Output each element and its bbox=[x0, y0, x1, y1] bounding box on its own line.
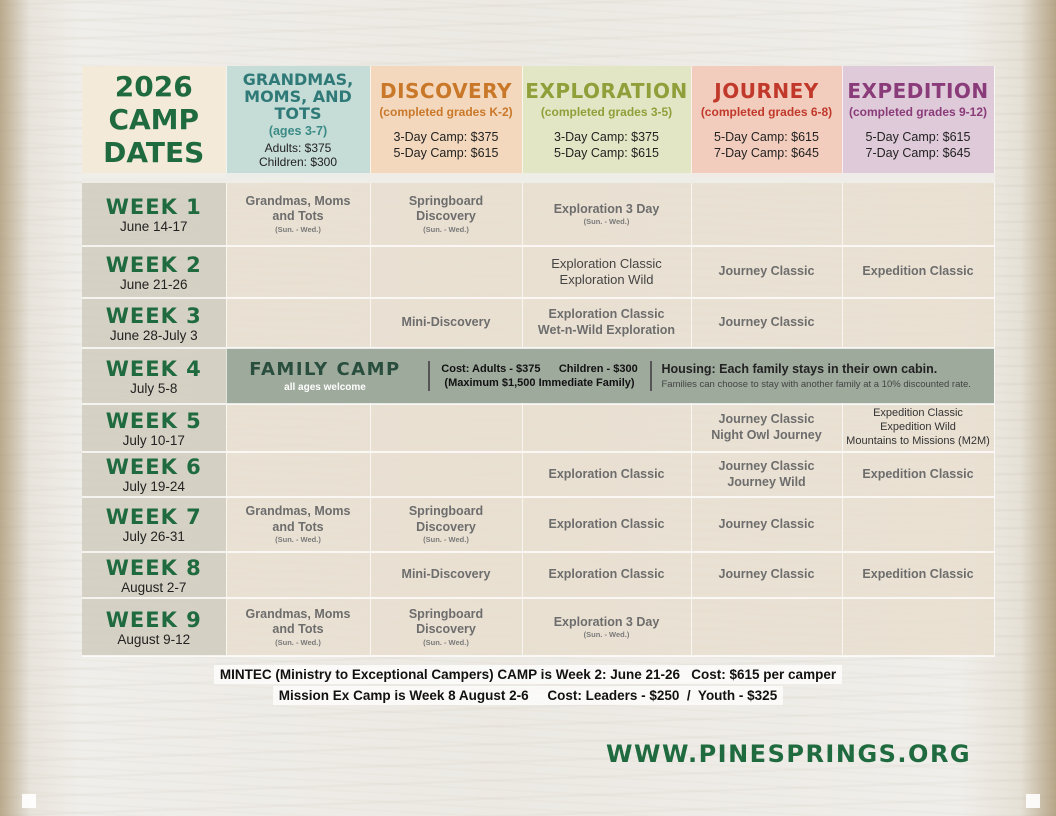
week-label-cell bbox=[82, 246, 226, 298]
program-cell bbox=[691, 246, 842, 298]
program-name: Grandmas, Moms bbox=[245, 193, 351, 208]
corner-mark bbox=[1026, 794, 1040, 808]
program-cell bbox=[226, 298, 370, 348]
program-name: Journey Classic bbox=[718, 567, 815, 582]
week-label-cell bbox=[82, 404, 226, 452]
week-label-cell bbox=[82, 348, 226, 404]
family-camp-title: FAMILY CAMP bbox=[249, 359, 401, 380]
week-label-cell bbox=[82, 552, 226, 598]
week-label-cell bbox=[82, 497, 226, 552]
family-camp-cost-max: (Maximum $1,500 Immediate Family) bbox=[444, 377, 635, 389]
program-name: Exploration Classic bbox=[548, 307, 665, 322]
program-days: (Sun. - Wed.) bbox=[275, 224, 321, 234]
program-cell bbox=[370, 404, 522, 452]
table-row bbox=[82, 497, 994, 552]
week-dates: June 28-July 3 bbox=[109, 327, 198, 343]
program-cell bbox=[370, 298, 522, 348]
program-name: Mini-Discovery bbox=[401, 567, 491, 582]
program-cell bbox=[226, 404, 370, 452]
title-dates: DATES bbox=[103, 136, 205, 169]
housing-note: Families can choose to stay with another family at a 10% discounted rate. bbox=[661, 379, 971, 390]
gm-price-children: Children: $300 bbox=[258, 154, 338, 169]
program-days: (Sun. - Wed.) bbox=[583, 217, 630, 227]
program-name: Wet-n-Wild Exploration bbox=[537, 323, 676, 337]
program-days: (Sun. - Wed.) bbox=[423, 535, 469, 545]
week-label: WEEK 8 bbox=[105, 555, 202, 580]
program-name: Journey Classic bbox=[718, 264, 815, 279]
week-label-cell bbox=[82, 598, 226, 656]
mission-ex-note: Mission Ex Camp is Week 8 August 2-6 Cost: Leaders - $250 / Youth - $325 bbox=[273, 686, 783, 705]
program-cell bbox=[370, 246, 522, 298]
program-name: Exploration Classic bbox=[548, 466, 665, 481]
family-camp-housing bbox=[662, 362, 971, 390]
program-name: Expedition Classic bbox=[862, 466, 974, 481]
exploration-price-1: 3-Day Camp: $375 bbox=[554, 129, 659, 144]
program-name: Grandmas, Moms bbox=[245, 606, 351, 621]
program-cell bbox=[842, 497, 994, 552]
expedition-price-2: 7-Day Camp: $645 bbox=[865, 145, 971, 160]
mintec-note: MINTEC (Ministry to Exceptional Campers) CAMP is Week 2: June 21-26 Cost: $615 per camper bbox=[214, 665, 842, 684]
program-name: Grandmas, Moms bbox=[245, 504, 351, 519]
exploration-price-2: 5-Day Camp: $615 bbox=[554, 145, 659, 160]
week-label-cell bbox=[82, 178, 226, 246]
grandmas-header bbox=[226, 66, 370, 178]
program-name: Exploration Classic bbox=[548, 567, 665, 582]
program-days: (Sun. - Wed.) bbox=[583, 630, 630, 640]
program-cell bbox=[522, 552, 691, 598]
journey-price-2: 7-Day Camp: $645 bbox=[714, 145, 819, 160]
program-name: Journey Classic bbox=[718, 315, 815, 330]
journey-price-1: 5-Day Camp: $615 bbox=[714, 129, 819, 144]
program-name: Journey Classic bbox=[718, 458, 815, 473]
divider bbox=[428, 361, 430, 391]
program-cell bbox=[522, 298, 691, 348]
divider bbox=[650, 361, 652, 391]
program-cell bbox=[370, 497, 522, 552]
program-cell bbox=[522, 497, 691, 552]
week-label-cell bbox=[82, 298, 226, 348]
program-name: and Tots bbox=[272, 622, 324, 637]
program-cell bbox=[842, 552, 994, 598]
program-name: Expedition Wild bbox=[880, 421, 956, 434]
expedition-name: EXPEDITION bbox=[847, 78, 989, 103]
exploration-name: EXPLORATION bbox=[525, 78, 688, 103]
program-cell bbox=[691, 497, 842, 552]
expedition-grades: (completed grades 9-12) bbox=[848, 104, 988, 119]
exploration-grades: (completed grades 3-5) bbox=[540, 104, 673, 119]
gm-name-3: TOTS bbox=[274, 103, 322, 123]
week-label: WEEK 1 bbox=[105, 194, 202, 219]
program-name: Expedition Classic bbox=[862, 567, 974, 582]
year: 2026 bbox=[114, 70, 193, 103]
program-name: Springboard bbox=[408, 193, 484, 208]
program-cell bbox=[691, 404, 842, 452]
family-camp-cost bbox=[440, 362, 640, 390]
week-label: WEEK 3 bbox=[105, 303, 202, 328]
table-row bbox=[82, 452, 994, 497]
title-cell bbox=[82, 66, 226, 178]
week-label-cell bbox=[82, 452, 226, 497]
program-name: Expedition Classic bbox=[862, 264, 974, 279]
program-name: Expedition Classic bbox=[873, 407, 963, 420]
program-cell bbox=[226, 497, 370, 552]
discovery-header bbox=[370, 66, 522, 178]
program-name: Night Owl Journey bbox=[711, 428, 822, 442]
week-dates: June 21-26 bbox=[119, 276, 188, 292]
header-row bbox=[82, 66, 994, 178]
family-camp-cost-line: Cost: Adults - $375 Children - $300 bbox=[441, 363, 638, 375]
week-dates: July 19-24 bbox=[122, 479, 185, 494]
program-cell bbox=[842, 246, 994, 298]
program-cell bbox=[842, 298, 994, 348]
program-cell bbox=[842, 178, 994, 246]
week-label: WEEK 5 bbox=[105, 408, 202, 433]
table-row bbox=[82, 298, 994, 348]
gm-name-2: MOMS, AND bbox=[244, 86, 352, 106]
program-cell bbox=[370, 552, 522, 598]
discovery-name: DISCOVERY bbox=[379, 78, 513, 103]
footer-notes bbox=[0, 664, 1056, 706]
exploration-header bbox=[522, 66, 691, 178]
week-dates: July 26-31 bbox=[122, 529, 185, 544]
program-name: Springboard bbox=[408, 504, 484, 519]
family-camp-title-block bbox=[233, 359, 418, 393]
program-name: and Tots bbox=[272, 519, 324, 534]
week-dates: July 10-17 bbox=[122, 432, 185, 448]
program-cell bbox=[842, 452, 994, 497]
program-cell bbox=[370, 452, 522, 497]
program-cell bbox=[370, 598, 522, 656]
table-row bbox=[82, 246, 994, 298]
program-cell bbox=[691, 452, 842, 497]
week-dates: August 2-7 bbox=[121, 579, 187, 595]
program-cell bbox=[226, 178, 370, 246]
journey-grades: (completed grades 6-8) bbox=[700, 104, 833, 119]
week-label: WEEK 7 bbox=[105, 505, 202, 529]
program-cell bbox=[522, 178, 691, 246]
journey-header bbox=[691, 66, 842, 178]
program-cell bbox=[691, 178, 842, 246]
title-camp: CAMP bbox=[108, 103, 200, 136]
program-name: Discovery bbox=[416, 519, 476, 534]
program-days: (Sun. - Wed.) bbox=[275, 637, 321, 647]
week-dates: July 5-8 bbox=[130, 380, 178, 396]
program-cell bbox=[226, 246, 370, 298]
program-name: Journey Classic bbox=[718, 412, 815, 427]
discovery-price-1: 3-Day Camp: $375 bbox=[393, 129, 499, 144]
table-row bbox=[82, 552, 994, 598]
program-cell bbox=[842, 404, 994, 452]
website-link[interactable]: WWW.PINESPRINGS.ORG bbox=[606, 740, 972, 768]
camp-schedule-table bbox=[82, 66, 995, 657]
family-camp-subtitle: all ages welcome bbox=[284, 382, 366, 393]
week-label: WEEK 2 bbox=[105, 252, 202, 277]
program-name: Exploration 3 Day bbox=[553, 614, 660, 629]
expedition-header bbox=[842, 66, 994, 178]
gm-price-adults: Adults: $375 bbox=[264, 140, 332, 155]
program-days: (Sun. - Wed.) bbox=[275, 535, 321, 545]
table-row bbox=[82, 178, 994, 246]
discovery-grades: (completed grades K-2) bbox=[379, 104, 513, 119]
program-name: Exploration 3 Day bbox=[553, 201, 660, 216]
program-name: Exploration Wild bbox=[559, 272, 654, 287]
program-name: Journey Wild bbox=[727, 474, 806, 489]
week-label: WEEK 6 bbox=[105, 455, 202, 479]
program-name: Mountains to Missions (M2M) bbox=[846, 434, 990, 447]
schedule bbox=[82, 66, 994, 657]
program-cell bbox=[842, 598, 994, 656]
journey-name: JOURNEY bbox=[714, 78, 819, 103]
program-cell bbox=[691, 298, 842, 348]
housing-text: Housing: Each family stays in their own cabin. bbox=[661, 362, 938, 376]
program-name: and Tots bbox=[272, 209, 324, 224]
program-cell bbox=[522, 404, 691, 452]
program-name: Exploration Classic bbox=[551, 255, 662, 271]
table-row bbox=[82, 348, 994, 404]
program-cell bbox=[522, 246, 691, 298]
table-row bbox=[82, 598, 994, 656]
program-cell bbox=[226, 452, 370, 497]
expedition-price-1: 5-Day Camp: $615 bbox=[865, 129, 971, 144]
program-name: Exploration Classic bbox=[548, 516, 665, 531]
family-camp-banner bbox=[226, 348, 994, 404]
program-cell bbox=[226, 598, 370, 656]
discovery-price-2: 5-Day Camp: $615 bbox=[393, 145, 499, 160]
program-days: (Sun. - Wed.) bbox=[423, 637, 469, 647]
program-cell bbox=[691, 552, 842, 598]
program-cell bbox=[226, 552, 370, 598]
program-cell bbox=[370, 178, 522, 246]
week-dates: June 14-17 bbox=[119, 218, 188, 234]
week-dates: August 9-12 bbox=[117, 631, 191, 647]
week-label: WEEK 4 bbox=[105, 356, 202, 381]
program-name: Discovery bbox=[416, 622, 476, 637]
week-label: WEEK 9 bbox=[105, 607, 202, 632]
program-name: Mini-Discovery bbox=[401, 315, 491, 330]
program-name: Springboard bbox=[408, 606, 484, 621]
program-cell bbox=[522, 452, 691, 497]
program-name: Journey Classic bbox=[718, 516, 815, 531]
program-cell bbox=[522, 598, 691, 656]
corner-mark bbox=[22, 794, 36, 808]
program-name: Discovery bbox=[416, 209, 476, 224]
gm-name-1: GRANDMAS, bbox=[242, 69, 354, 89]
gm-ages: (ages 3-7) bbox=[268, 123, 328, 138]
program-days: (Sun. - Wed.) bbox=[423, 224, 469, 234]
table-row bbox=[82, 404, 994, 452]
program-cell bbox=[691, 598, 842, 656]
